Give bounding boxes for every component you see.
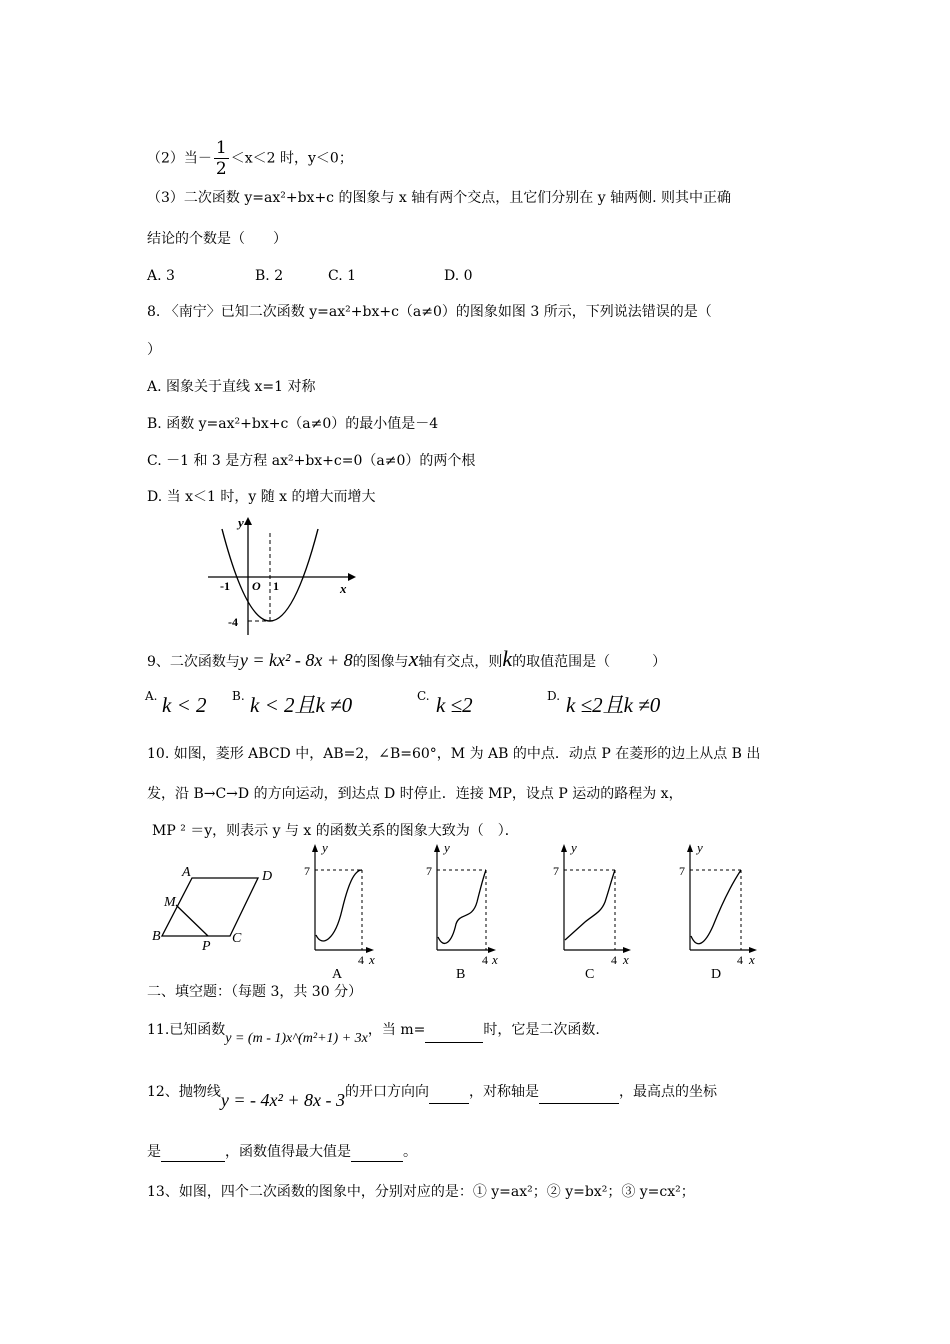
graph-c-x-tick: 4 [611,953,617,967]
graph-a-curve [316,870,362,941]
condition-2 [147,138,353,179]
graph-option-d [675,840,765,980]
q11-suffix: 时，它是二次函数. [483,1022,600,1038]
question-8-close: ） [147,342,161,358]
q9-option-b-label: B. [232,689,245,703]
segment-mp [176,905,208,936]
label-d: D [262,869,273,884]
q11-answer-blank[interactable] [425,1028,483,1043]
q9-option-a-label: A. [145,689,158,703]
fraction-numerator: 1 [215,138,227,158]
graph-c-y-tick: 7 [553,864,559,878]
question-12-line-2 [147,1142,417,1162]
q9-option-d: k ≤2且k ≠0 [566,693,661,717]
label-c: C [232,931,242,946]
q11-prefix: 11.已知函数 [147,1022,226,1038]
question-10-line-2: 发，沿 B→C→D 的方向运动，到达点 D 时停止．连接 MP，设点 P 运动的路程为 x， [147,786,683,802]
graph-c-curve [565,870,615,940]
figure-3-label-neg1: -1 [220,579,230,593]
figure-3-x-arrow [348,573,356,581]
figure-3-label-y: y [238,515,244,530]
q8-option-b: B. 函数 y=ax²+bx+c（a≠0）的最小值是－4 [147,416,439,432]
question-11 [147,1018,600,1046]
q12-direction-blank[interactable] [429,1089,469,1104]
q12-line2-prefix: 是 [147,1144,161,1160]
graph-b-x-tick: 4 [482,953,488,967]
label-p: P [202,939,211,952]
figure-3-parabola [200,513,360,638]
q7-option-a: A. 3 [147,268,175,284]
q9-text-1: 的图像与 [352,654,409,670]
q9-text-2: 轴有交点，则 [418,654,503,670]
q9-x: x [408,646,419,671]
graph-d-curve [691,870,741,944]
label-b: B [152,929,161,944]
graph-a-caption: A [332,967,343,980]
q11-text: ，当 m= [367,1022,426,1038]
condition-3: （3）二次函数 y=ax²+bx+c 的图象与 x 轴有两个交点，且它们分别在 y 轴两侧. 则其中正确 [147,190,731,206]
q12-axis-blank[interactable] [539,1089,619,1104]
q9-option-d-label: D. [547,689,561,703]
figure-3-label-neg4: -4 [228,615,238,629]
question-9 [147,646,666,675]
q12-line2-end: 。 [403,1144,417,1160]
q9-option-a: k < 2 [162,693,207,717]
q7-option-b: B. 2 [255,268,284,284]
q9-k: k [502,646,513,671]
figure-3-label-origin: O [252,579,261,593]
q12-text-c: ，最高点的坐标 [618,1084,717,1100]
q9-option-c-label: C. [417,689,430,703]
question-12-line-1 [147,1078,717,1110]
question-10-line-1: 10. 如图，菱形 ABCD 中，AB=2，∠B=60°，M 为 AB 的中点．动点 P 在菱形的边上从点 B 出 [147,746,761,762]
q9-option-c: k ≤2 [436,693,473,717]
graph-c-caption: C [585,967,595,980]
graph-d-x-label: x [749,952,755,967]
question-10-line-3: MP ² ＝y，则表示 y 与 x 的函数关系的图象大致为（ ）． [152,823,519,839]
graph-a-y-label: y [322,840,328,855]
q9-prefix: 9、二次函数与 [147,654,240,670]
graph-a-y-tick: 7 [304,864,310,878]
label-m: M [164,895,176,910]
graph-d-y-label: y [697,840,703,855]
label-a: A [182,865,191,880]
fraction-denominator: 2 [215,159,227,179]
rhombus-abcd [162,878,258,936]
q7-option-c: C. 1 [328,268,357,284]
q11-equation: y = (m - 1)x^(m²+1) + 3x [225,1031,368,1046]
graph-a-x-label: x [369,952,375,967]
section-2-heading: 二、填空题：（每题 3，共 30 分） [147,984,363,1000]
q9-option-b: k < 2且k ≠0 [250,693,353,717]
graph-option-c [549,840,639,980]
q12-max-blank[interactable] [351,1147,403,1162]
figure-3-label-1: 1 [273,579,279,593]
graph-option-b [422,840,502,980]
q7-option-d: D. 0 [444,268,473,284]
graph-d-y-tick: 7 [679,864,685,878]
q12-vertex-blank[interactable] [161,1147,225,1162]
graph-b-curve [438,870,486,943]
q12-text-a: 的开口方向向 [344,1084,429,1100]
graph-d-caption: D [711,967,722,980]
figure-3-label-x: x [340,581,347,596]
graph-b-y-label: y [444,840,450,855]
q8-option-c: C. －1 和 3 是方程 ax²+bx+c=0（a≠0）的两个根 [147,453,476,469]
graph-b-x-label: x [492,952,498,967]
rhombus-figure [150,860,290,952]
q12-line2-text: ，函数值得最大值是 [225,1144,351,1160]
graph-b-caption: B [456,967,466,980]
q8-option-d: D. 当 x＜1 时，y 随 x 的增大而增大 [147,489,376,505]
q9-equation: y = kx² - 8x + 8 [239,650,353,670]
q9-suffix: 的取值范围是（ ） [512,654,667,670]
graph-b-y-tick: 7 [426,864,432,878]
condition-2-suffix: ＜x＜2 时，y＜0； [230,150,353,167]
graph-c-x-label: x [623,952,629,967]
graph-option-a [300,840,380,980]
graph-a-x-tick: 4 [358,953,364,967]
q12-prefix: 12、抛物线 [147,1084,221,1100]
q12-text-b: ，对称轴是 [468,1084,539,1100]
graph-c-y-label: y [571,840,577,855]
question-7-tail: 结论的个数是（ ） [147,231,287,247]
question-13: 13、如图，四个二次函数的图象中，分别对应的是：① y=ax²；② y=bx²；③ y=cx²； [147,1184,695,1200]
figure-3-y-arrow [244,517,252,525]
q12-equation: y = - 4x² + 8x - 3 [220,1090,345,1110]
q8-option-a: A. 图象关于直线 x=1 对称 [147,379,316,395]
fraction-one-half [214,138,229,179]
question-8: 8. 〈南宁〉已知二次函数 y=ax²+bx+c（a≠0）的图象如图 3 所示，下列说法错误的是（ [147,304,712,320]
condition-2-prefix: （2）当－ [147,150,212,167]
graph-d-x-tick: 4 [737,953,743,967]
